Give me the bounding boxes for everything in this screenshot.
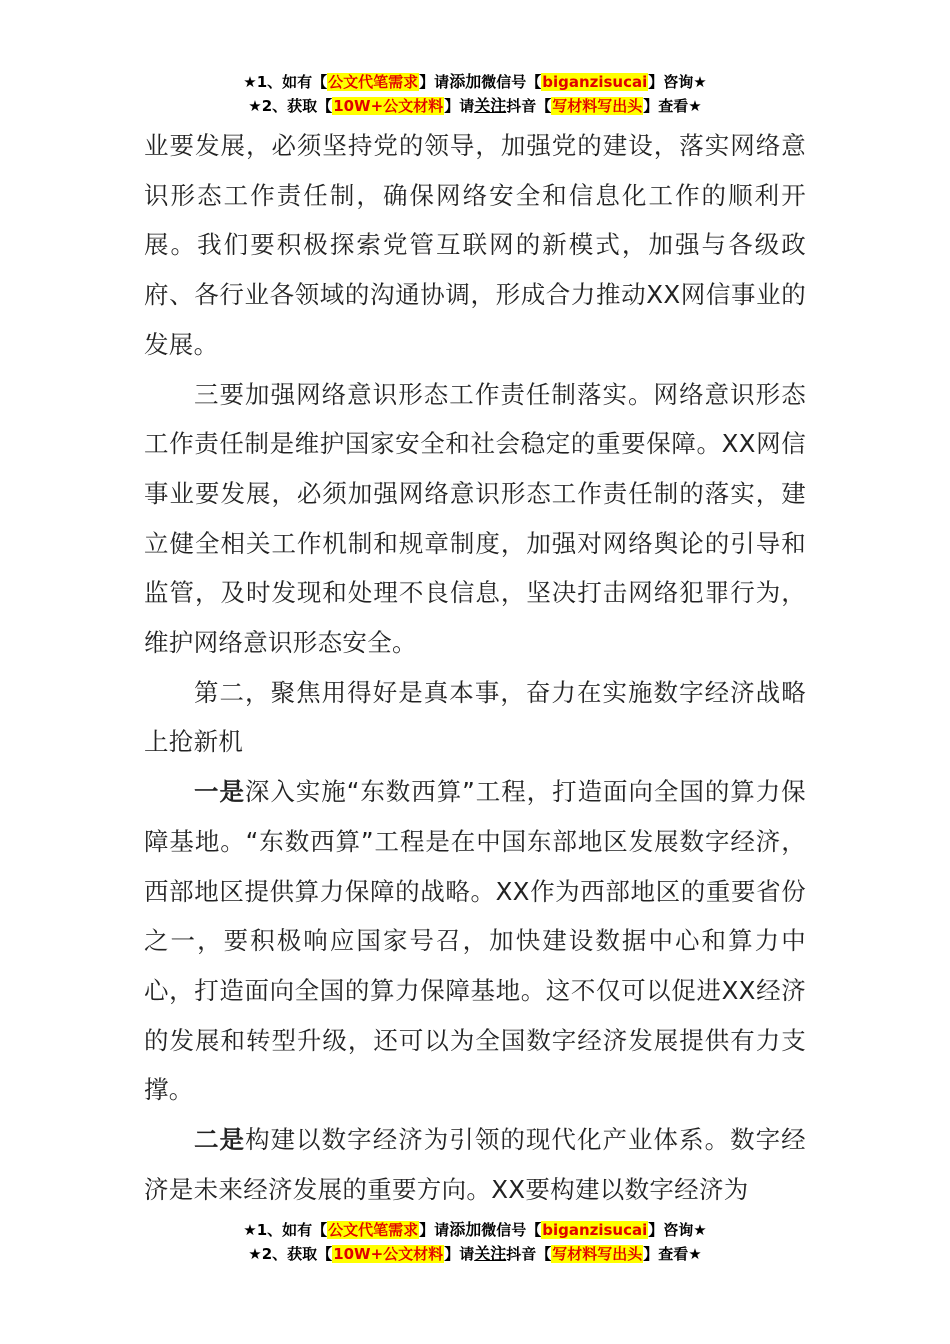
paragraph-2: 三要加强网络意识形态工作责任制落实。网络意识形态工作责任制是维护国家安全和社会稳定的重要保障。XX网信事业要发展，必须加强网络意识形态工作责任制的落实，建立健全相关工作机制和规章制度，加强对网络舆论的引导和监管，及时发现和处理不良信息，坚决打击网络犯罪行为，维护网络意识形态安全。: [144, 379, 806, 658]
paragraph-text: 构建以数字经济为引领的现代化产业体系。数字经济是未来经济发展的重要方向。XX要构建以数字经济为: [144, 1125, 806, 1204]
banner-text: 】查看★: [643, 1245, 702, 1263]
banner-highlight: 10W+公文材料: [333, 97, 444, 115]
banner-text: ★2、获取【: [248, 97, 333, 115]
section-heading: 第二，聚焦用得好是真本事，奋力在实施数字经济战略上抢新机: [144, 677, 806, 757]
banner-highlight: 公文代笔需求: [328, 73, 419, 91]
footer-banner: [0, 1218, 950, 1266]
banner-highlight: 写材料写出头: [552, 1245, 643, 1263]
banner-text: 】查看★: [643, 97, 702, 115]
banner-highlight: 公文代笔需求: [328, 1221, 419, 1239]
banner-text: 微信号【: [481, 73, 542, 91]
banner-text: 】请: [444, 97, 475, 115]
banner-text: 微信号【: [481, 1221, 542, 1239]
paragraph-text: 深入实施“东数西算”工程，打造面向全国的算力保障基地。“东数西算”工程是在中国东部地区发展数字经济，西部地区提供算力保障的战略。XX作为西部地区的重要省份之一，要积极响应国家号召，加快建设数据中心和算力中心，打造面向全国的算力保障基地。这不仅可以促进XX经济的发展和转型升级，还可以为全国数字经济发展提供有力支撑。: [144, 777, 806, 1105]
banner-emphasis: 关注: [474, 1244, 507, 1263]
banner-line-2: [0, 94, 950, 118]
paragraph-5: [144, 1115, 806, 1214]
header-banner: [0, 70, 950, 118]
banner-line-1: [0, 70, 950, 94]
banner-highlight: biganzisucai: [542, 73, 648, 91]
banner-emphasis: 添加: [449, 1220, 482, 1239]
banner-text: 】咨询★: [648, 1221, 707, 1239]
banner-text: 】请: [444, 1245, 475, 1263]
banner-text: 抖音【: [506, 97, 552, 115]
banner-highlight: 写材料写出头: [552, 97, 643, 115]
banner-emphasis: 关注: [474, 96, 507, 115]
banner-line-2: [0, 1242, 950, 1266]
paragraph-1: 业要发展，必须坚持党的领导，加强党的建设，落实网络意识形态工作责任制，确保网络安全和信息化工作的顺利开展。我们要积极探索党管互联网的新模式，加强与各级政府、各行业各领域的沟通协调，形成合力推动XX网信事业的发展。: [144, 131, 806, 359]
banner-text: 】咨询★: [648, 73, 707, 91]
banner-text: ★1、如有【: [243, 73, 328, 91]
paragraph-lead: 二是: [194, 1125, 246, 1155]
banner-text: 】请: [419, 1221, 450, 1239]
banner-text: ★2、获取【: [248, 1245, 333, 1263]
banner-text: 】请: [419, 73, 450, 91]
banner-emphasis: 添加: [449, 72, 482, 91]
document-body: [144, 121, 806, 1214]
banner-text: 抖音【: [506, 1245, 552, 1263]
banner-highlight: 10W+公文材料: [333, 1245, 444, 1263]
banner-text: ★1、如有【: [243, 1221, 328, 1239]
paragraph-lead: 一是: [194, 777, 245, 807]
banner-highlight: biganzisucai: [542, 1221, 648, 1239]
banner-line-1: [0, 1218, 950, 1242]
paragraph-4: [144, 767, 806, 1115]
